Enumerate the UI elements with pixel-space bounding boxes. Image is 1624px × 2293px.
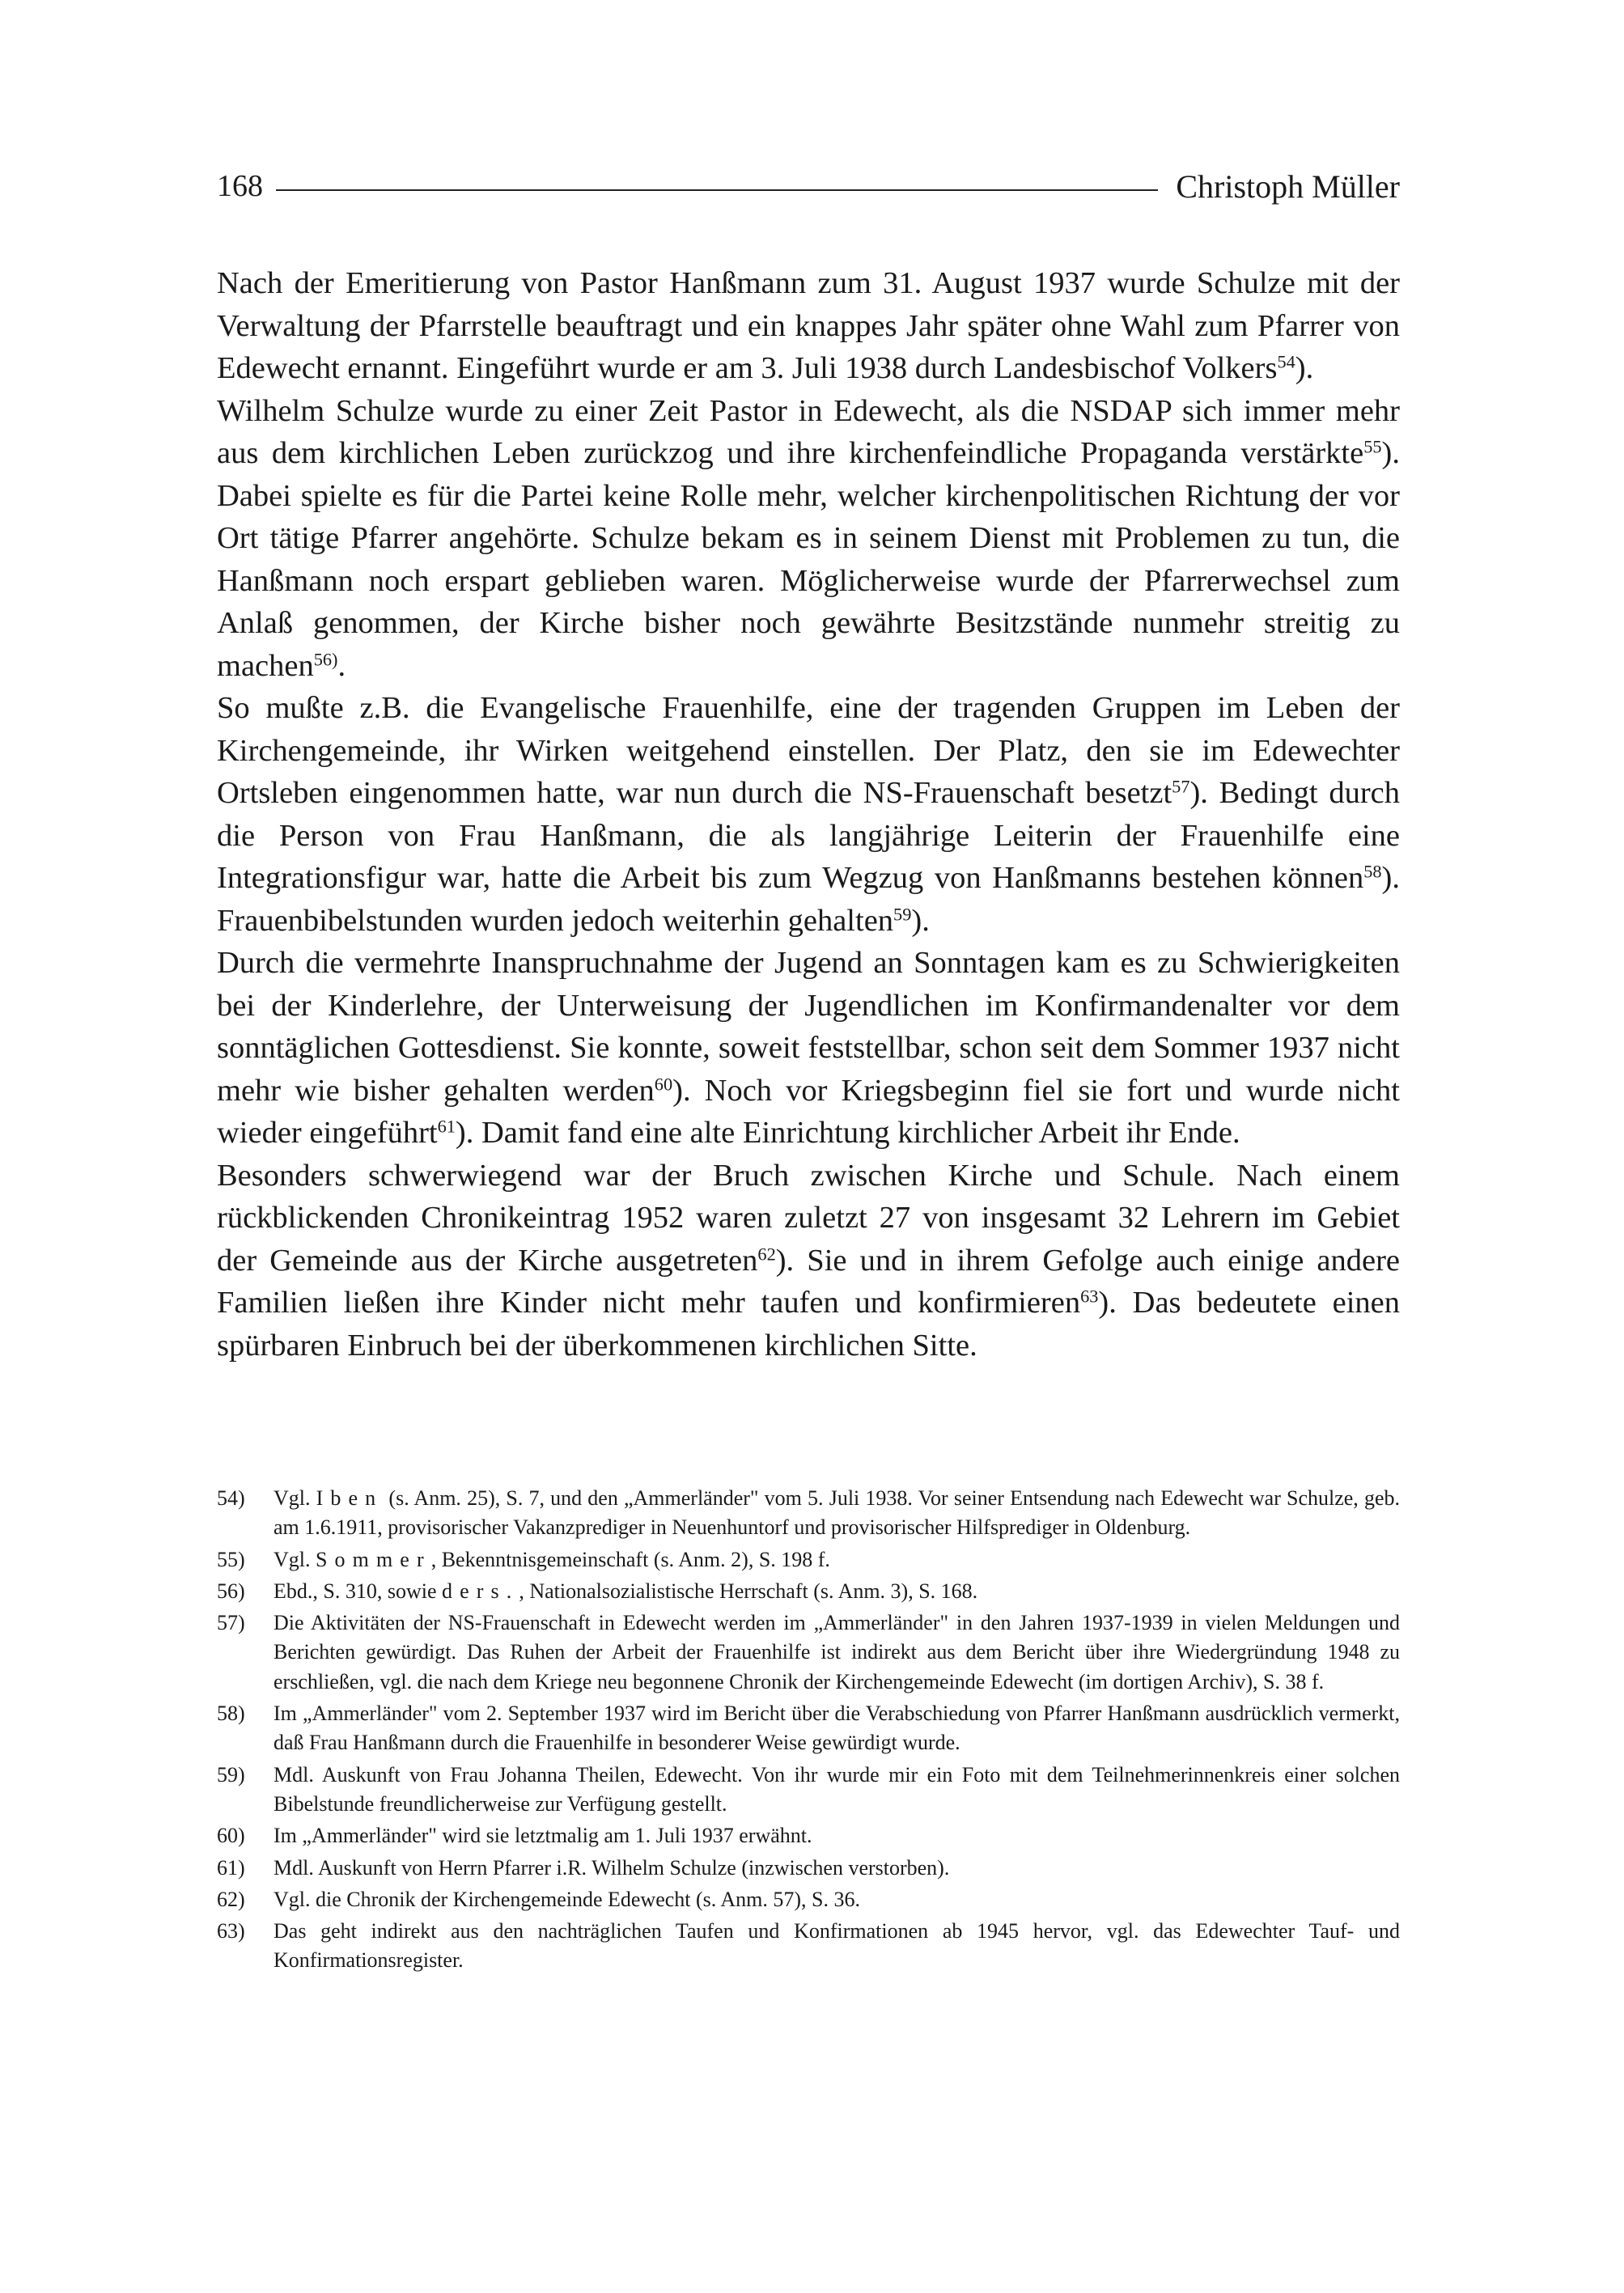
- footnote-text: [273, 1484, 1400, 1543]
- footnote-reference: 61: [437, 1116, 456, 1137]
- footnote-text-run: Mdl. Auskunft von Frau Johanna Theilen, Edewecht. Von ihr wurde mir ein Foto mit dem Teilnehmerinnenkreis einer solchen Bibelstunde freundlicherweise zur Verfügung gestellt.: [273, 1762, 1400, 1816]
- paragraph-text: ). Sie und in ihrem Gefolge auch einige andere Familien ließen ihre Kinder nicht mehr taufen und konfirmieren: [217, 1243, 1401, 1320]
- footnote-reference: 63: [1080, 1286, 1099, 1307]
- footnote: [217, 1608, 1400, 1697]
- footnote-text-run: Das geht indirekt aus den nachträglichen Taufen und Konfirmationen ab 1945 hervor, vgl. das Edewechter Tauf- und Konfirmationsregister.: [273, 1919, 1400, 1973]
- footnote: [217, 1821, 1400, 1850]
- footnote-number: 54): [217, 1486, 245, 1510]
- spaced-author-name: ders.: [442, 1579, 519, 1603]
- footnote-text-run: , Bekenntnisgemeinschaft (s. Anm. 2), S. 198 f.: [430, 1547, 830, 1571]
- footnote-text-run: , Nationalsozialistische Herrschaft (s. Anm. 3), S. 168.: [519, 1579, 978, 1603]
- paragraph-text: Durch die vermehrte Inanspruchnahme der Jugend an Sonntagen kam es zu Schwierigkeiten bei der Kinderlehre, der Unterweisung der Jugendlichen im Konfirmandenalter vor dem sonntäglichen Gottesdienst. Sie konnte, soweit feststellbar, schon seit dem Sommer 1937 nicht mehr wie bisher gehalten werden: [217, 946, 1400, 1108]
- footnote-text-run: Ebd., S. 310, sowie: [273, 1579, 442, 1603]
- footnote-number: 55): [217, 1547, 245, 1571]
- footnote-text-run: (s. Anm. 25), S. 7, und den „Ammerländer" vom 5. Juli 1938. Vor seiner Entsendung nach Edewecht war Schulze, geb. am 1.6.1911, provisorischer Vakanzprediger in Neuenhuntorf und provisorischer Hilfsprediger in Oldenburg.: [273, 1486, 1400, 1540]
- footnote-number: 63): [217, 1919, 245, 1943]
- spaced-author-name: Sommer: [316, 1547, 431, 1571]
- footnote-text: [273, 1821, 1400, 1850]
- footnote: [217, 1484, 1400, 1543]
- paragraph-text: Wilhelm Schulze wurde zu einer Zeit Pastor in Edewecht, als die NSDAP sich immer mehr aus dem kirchlichen Leben zurückzog und ihre kirchenfeindliche Propaganda verstärkte: [217, 393, 1400, 470]
- footnote-text-run: Im „Ammerländer" wird sie letztmalig am 1. Juli 1937 erwähnt.: [273, 1824, 812, 1848]
- footnote: [217, 1699, 1400, 1758]
- paragraph-text: ). Noch vor Kriegsbeginn fiel sie fort und wurde nicht wieder eingeführt: [217, 1073, 1400, 1150]
- header-rule: [276, 189, 1158, 191]
- paragraph: [217, 390, 1400, 688]
- footnote: [217, 1577, 1400, 1606]
- footnote-reference: 59: [893, 904, 912, 925]
- paragraph-text: ). Das bedeutete einen spürbaren Einbruch bei der überkommenen kirchlichen Sitte.: [217, 1286, 1400, 1363]
- footnote: [217, 1854, 1400, 1883]
- footnote-number: 61): [217, 1855, 245, 1880]
- paragraph: [217, 262, 1400, 390]
- footnote-text-run: Im „Ammerländer" vom 2. September 1937 wird im Bericht über die Verabschiedung von Pfarrer Hanßmann ausdrücklich vermerkt, daß Frau Hanßmann durch die Frauenhilfe in besonderer Weise gewürdigt wurde.: [273, 1702, 1400, 1755]
- paragraph-text: ). Bedingt durch die Person von Frau Hanßmann, die als langjährige Leiterin der Frauenhilfe eine Integrationsfigur war, hatte die Arbeit bis zum Wegzug von Hanßmanns bestehen können: [217, 776, 1400, 895]
- footnote-text-run: Mdl. Auskunft von Herrn Pfarrer i.R. Wilhelm Schulze (inzwischen verstorben).: [273, 1855, 950, 1880]
- footnote-text: [273, 1885, 1400, 1914]
- paragraph: [217, 942, 1400, 1155]
- footnote-number: 57): [217, 1611, 245, 1635]
- paragraph: [217, 687, 1400, 942]
- footnote-reference: 58: [1363, 861, 1382, 882]
- footnote: [217, 1917, 1400, 1976]
- footnote-text: [273, 1917, 1400, 1976]
- paragraph-text: .: [337, 648, 346, 683]
- footnote-text: [273, 1545, 1400, 1575]
- footnote-number: 58): [217, 1702, 245, 1726]
- footnote-text-run: Vgl.: [273, 1486, 316, 1510]
- footnote-text-run: Die Aktivitäten der NS-Frauenschaft in Edewecht werden im „Ammerländer" in den Jahren 1937-1939 in vielen Meldungen und Berichten gewürdigt. Das Ruhen der Arbeit der Frauenhilfe ist indirekt aus dem Bericht über ihre Wiedergründung 1948 zu erschließen, vgl. die nach dem Kriege neu begonnene Chronik der Kirchengemeinde Edewecht (im dortigen Archiv), S. 38 f.: [273, 1611, 1400, 1693]
- footnote-reference: 56): [313, 649, 338, 670]
- paragraph: [217, 1155, 1400, 1367]
- footnote-reference: 60: [654, 1074, 673, 1095]
- footnote-number: 59): [217, 1762, 245, 1787]
- footnote: [217, 1885, 1400, 1914]
- footnote-reference: 54: [1277, 351, 1295, 372]
- paragraph-text: ).: [911, 903, 930, 938]
- footnote-reference: 55: [1363, 436, 1382, 457]
- paragraph-text: Nach der Emeritierung von Pastor Hanßmann zum 31. August 1937 wurde Schulze mit der Verwaltung der Pfarrstelle beauftragt und ein knappes Jahr später ohne Wahl zum Pfarrer von Edewecht ernannt. Eingeführt wurde er am 3. Juli 1938 durch Landesbischof Volkers: [217, 266, 1400, 385]
- footnote-text-run: Vgl. die Chronik der Kirchengemeinde Edewecht (s. Anm. 57), S. 36.: [273, 1887, 860, 1911]
- paragraph-text: Besonders schwerwiegend war der Bruch zwischen Kirche und Schule. Nach einem rückblickenden Chronikeintrag 1952 waren zuletzt 27 von insgesamt 32 Lehrern im Gebiet der Gemeinde aus der Kirche ausgetreten: [217, 1158, 1400, 1278]
- footnote-reference: 62: [757, 1244, 776, 1265]
- footnote: [217, 1545, 1400, 1575]
- page-number: 168: [217, 169, 263, 203]
- paragraph-text: ). Frauenbibelstunden wurden jedoch weiterhin gehalten: [217, 861, 1400, 938]
- footnote-text: [273, 1608, 1400, 1697]
- footnote-reference: 57: [1172, 776, 1190, 797]
- paragraph-text: ). Dabei spielte es für die Partei keine Rolle mehr, welcher kirchenpolitischen Richtung der vor Ort tätige Pfarrer angehörte. Schulze bekam es in seinem Dienst mit Problemen zu tun, die Hanßmann noch erspart geblieben waren. Möglicherweise wurde der Pfarrerwechsel zum Anlaß genommen, der Kirche bisher noch gewährte Besitzstände nunmehr streitig zu machen: [217, 436, 1400, 683]
- paragraph-text: ). Damit fand eine alte Einrichtung kirchlicher Arbeit ihr Ende.: [455, 1116, 1240, 1150]
- footnote-number: 60): [217, 1824, 245, 1848]
- footnote-text: [273, 1699, 1400, 1758]
- footnotes: [217, 1484, 1400, 1978]
- body-text: [217, 262, 1400, 1367]
- running-author: Christoph Müller: [1176, 167, 1400, 205]
- paragraph-text: So mußte z.B. die Evangelische Frauenhilfe, eine der tragenden Gruppen im Leben der Kirchengemeinde, ihr Wirken weitgehend einstellen. Der Platz, den sie im Edewechter Ortsleben eingenommen hatte, war nun durch die NS-Frauenschaft besetzt: [217, 691, 1400, 810]
- running-header: [217, 162, 1400, 210]
- footnote-text: [273, 1761, 1400, 1820]
- footnote-number: 62): [217, 1887, 245, 1911]
- paragraph-text: ).: [1295, 351, 1314, 385]
- footnote-number: 56): [217, 1579, 245, 1603]
- footnote-text-run: Vgl.: [273, 1547, 316, 1571]
- footnote-text: [273, 1854, 1400, 1883]
- footnote: [217, 1761, 1400, 1820]
- spaced-author-name: Iben: [316, 1486, 384, 1510]
- footnote-text: [273, 1577, 1400, 1606]
